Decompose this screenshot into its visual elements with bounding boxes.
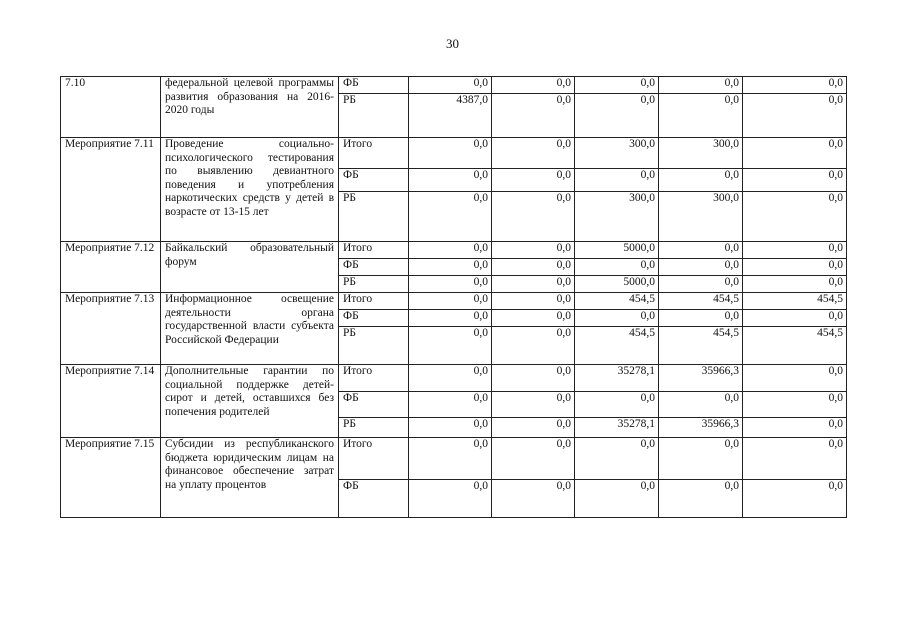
measure-description: федеральной целевой программы развития образования на 2016-2020 годы [161,77,339,138]
value-cell: 0,0 [492,94,575,138]
value-cell: 0,0 [659,276,743,293]
value-cell: 0,0 [575,480,659,518]
table-row [61,242,847,259]
value-cell: 0,0 [659,438,743,480]
value-cell: 454,5 [743,327,847,365]
value-cell: 0,0 [409,276,492,293]
value-cell: 4387,0 [409,94,492,138]
measure-description: Байкальский образовательный форум [161,242,339,293]
value-cell: 0,0 [492,138,575,169]
value-cell: 0,0 [575,438,659,480]
value-cell: 454,5 [743,293,847,310]
value-cell: 0,0 [492,327,575,365]
value-cell: 0,0 [743,276,847,293]
value-cell: 0,0 [492,310,575,327]
value-cell: 454,5 [659,293,743,310]
value-cell: 0,0 [659,242,743,259]
table-row [61,77,847,94]
funding-source: Итого [339,293,409,310]
funding-source: Итого [339,365,409,392]
value-cell: 0,0 [575,169,659,192]
value-cell: 300,0 [575,192,659,242]
measure-description: Проведение социально-психологического тестирования по выявлению девиантного поведения и употребления наркотических средств у детей в возрасте от 13-15 лет [161,138,339,242]
value-cell: 0,0 [575,310,659,327]
value-cell: 0,0 [743,169,847,192]
value-cell: 5000,0 [575,242,659,259]
value-cell: 0,0 [409,192,492,242]
value-cell: 0,0 [659,77,743,94]
funding-source: Итого [339,138,409,169]
value-cell: 0,0 [409,310,492,327]
value-cell: 35278,1 [575,418,659,438]
value-cell: 5000,0 [575,276,659,293]
funding-source: ФБ [339,259,409,276]
measure-id: Мероприятие 7.12 [61,242,161,293]
value-cell: 0,0 [492,242,575,259]
value-cell: 0,0 [492,293,575,310]
value-cell: 0,0 [743,94,847,138]
value-cell: 0,0 [743,242,847,259]
funding-source: ФБ [339,77,409,94]
value-cell: 0,0 [409,418,492,438]
value-cell: 0,0 [743,192,847,242]
budget-table [60,76,847,518]
funding-source: ФБ [339,169,409,192]
funding-source: РБ [339,327,409,365]
value-cell: 0,0 [743,418,847,438]
value-cell: 0,0 [575,94,659,138]
value-cell: 0,0 [409,293,492,310]
value-cell: 0,0 [492,480,575,518]
measure-id: 7.10 [61,77,161,138]
value-cell: 0,0 [492,192,575,242]
measure-description: Информационное освещение деятельности органа государственной власти субъекта Российской Федерации [161,293,339,365]
value-cell: 454,5 [575,327,659,365]
value-cell: 0,0 [575,259,659,276]
measure-description: Дополнительные гарантии по социальной поддержке детей-сирот и детей, оставшихся без попечения родителей [161,365,339,438]
value-cell: 0,0 [659,480,743,518]
value-cell: 0,0 [409,169,492,192]
funding-source: РБ [339,94,409,138]
measure-id: Мероприятие 7.11 [61,138,161,242]
value-cell: 0,0 [409,327,492,365]
measure-id: Мероприятие 7.14 [61,365,161,438]
page-number: 30 [446,36,459,51]
value-cell: 0,0 [409,138,492,169]
value-cell: 0,0 [743,138,847,169]
value-cell: 0,0 [659,392,743,418]
value-cell: 0,0 [492,365,575,392]
funding-source: Итого [339,438,409,480]
value-cell: 0,0 [743,392,847,418]
table-row [61,293,847,310]
value-cell: 454,5 [575,293,659,310]
value-cell: 0,0 [659,310,743,327]
value-cell: 0,0 [575,77,659,94]
value-cell: 0,0 [492,169,575,192]
value-cell: 0,0 [409,480,492,518]
value-cell: 300,0 [659,192,743,242]
measure-id: Мероприятие 7.15 [61,438,161,518]
value-cell: 0,0 [743,310,847,327]
value-cell: 454,5 [659,327,743,365]
funding-source: РБ [339,276,409,293]
value-cell: 300,0 [575,138,659,169]
value-cell: 0,0 [492,276,575,293]
value-cell: 0,0 [492,392,575,418]
measure-description: Субсидии из республиканского бюджета юридическим лицам на финансовое обеспечение затрат на уплату процентов [161,438,339,518]
value-cell: 0,0 [409,242,492,259]
funding-source: РБ [339,192,409,242]
value-cell: 35966,3 [659,365,743,392]
value-cell: 35278,1 [575,365,659,392]
funding-source: ФБ [339,480,409,518]
table-row [61,438,847,480]
value-cell: 0,0 [492,438,575,480]
value-cell: 300,0 [659,138,743,169]
funding-source: РБ [339,418,409,438]
value-cell: 0,0 [409,365,492,392]
value-cell: 0,0 [409,438,492,480]
value-cell: 0,0 [743,259,847,276]
value-cell: 0,0 [409,392,492,418]
value-cell: 0,0 [409,259,492,276]
value-cell: 0,0 [743,365,847,392]
value-cell: 0,0 [659,169,743,192]
value-cell: 0,0 [575,392,659,418]
value-cell: 0,0 [743,438,847,480]
funding-source: ФБ [339,310,409,327]
value-cell: 0,0 [409,77,492,94]
funding-source: Итого [339,242,409,259]
value-cell: 35966,3 [659,418,743,438]
table-row [61,138,847,169]
value-cell: 0,0 [659,94,743,138]
value-cell: 0,0 [659,259,743,276]
value-cell: 0,0 [492,77,575,94]
value-cell: 0,0 [743,77,847,94]
table-row [61,365,847,392]
value-cell: 0,0 [743,480,847,518]
value-cell: 0,0 [492,259,575,276]
funding-source: ФБ [339,392,409,418]
value-cell: 0,0 [492,418,575,438]
measure-id: Мероприятие 7.13 [61,293,161,365]
